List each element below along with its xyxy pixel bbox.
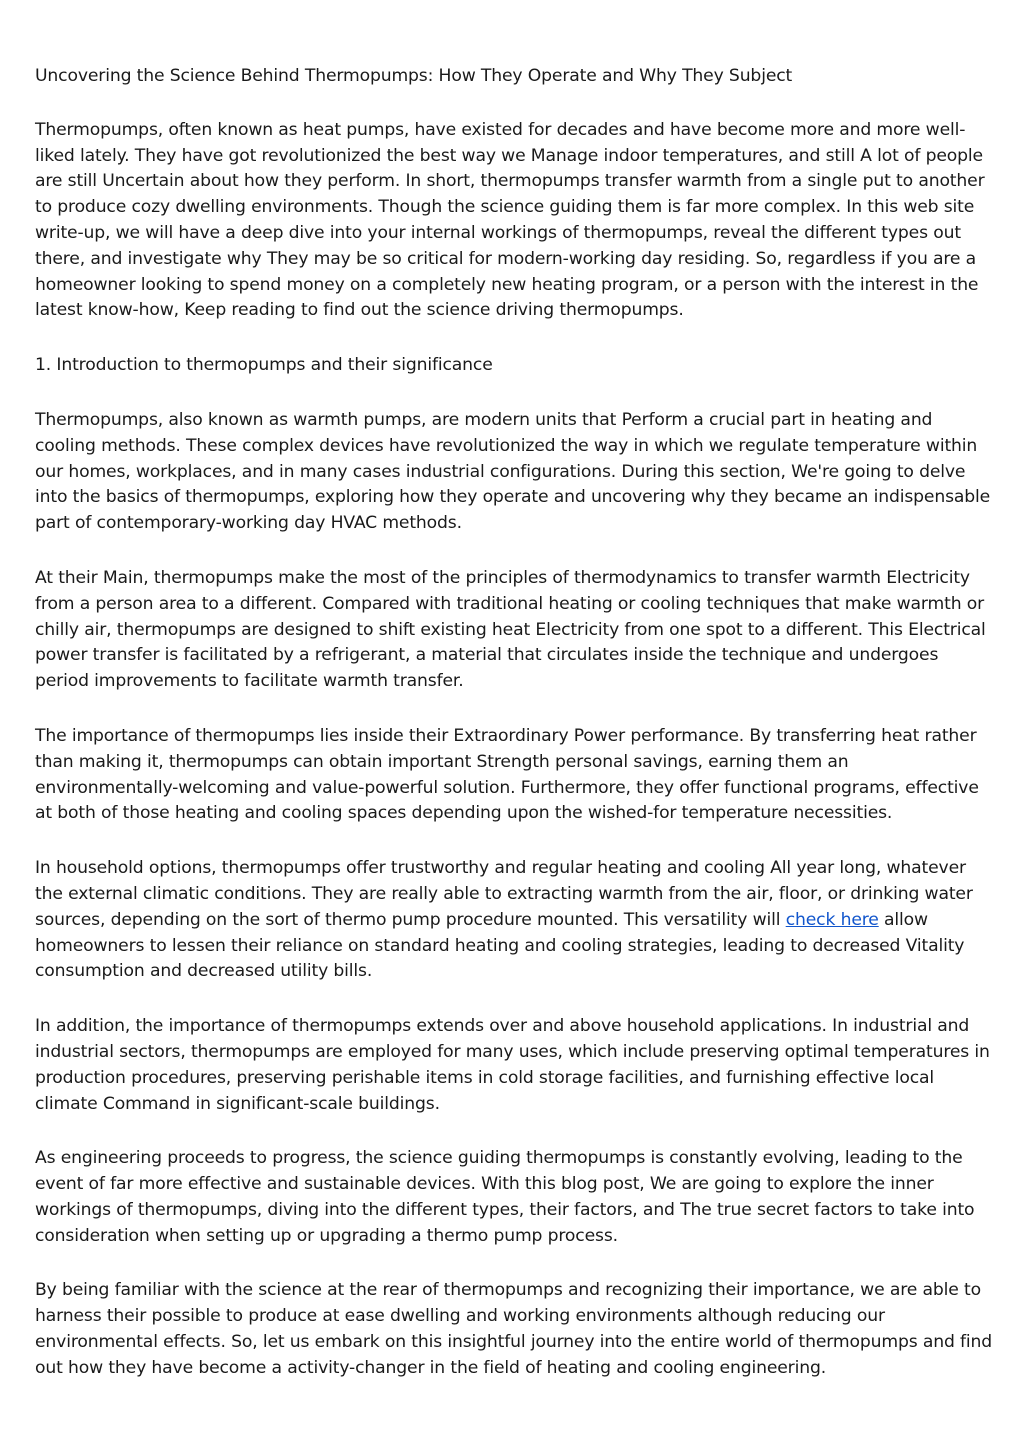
article-title: Uncovering the Science Behind Thermopumps: How They Operate and Why They Subject xyxy=(35,66,793,86)
paragraph-3: The importance of thermopumps lies inside their Extraordinary Power performance. By transferring heat rather than making it, thermopumps can obtain important Strength personal savings, earning them an environmentally-welcoming and value-powerful solution. Furthermore, they offer functional programs, effective at both of those heating and cooling spaces depending upon the wished-for temperature necessities. xyxy=(35,725,979,824)
paragraph-5: In addition, the importance of thermopumps extends over and above household applications. In industrial and industrial sectors, thermopumps are employed for many uses, which include preserving optimal temperatures in production procedures, preserving perishable items in cold storage facilities, and furnishing effective local climate Command in significant-scale buildings. xyxy=(35,1016,990,1114)
paragraph-4-text-after: allow homeowners to lessen their reliance on standard heating and cooling strategies, leading to decreased Vitality consumption and decreased utility bills. xyxy=(35,909,965,982)
paragraph-2: At their Main, thermopumps make the most of the principles of thermodynamics to transfer warmth Electricity from a person area to a different. Compared with traditional heating or cooling techniques that make warmth or chilly air, thermopumps are designed to shift existing heat Electricity from one spot to a different. This Electrical power transfer is facilitated by a refrigerant, a material that circulates inside the technique and undergoes period improvements to facilitate warmth transfer. xyxy=(35,567,986,692)
paragraph-1: Thermopumps, also known as warmth pumps, are modern units that Perform a crucial part in heating and cooling methods. These complex devices have revolutionized the way in which we regulate temperature within our homes, workplaces, and in many cases industrial configurations. During this section, We're going to delve into the basics of thermopumps, exploring how they operate and uncovering why they became an indispensable part of contemporary-working day HVAC methods. xyxy=(35,409,991,534)
paragraph-4-text-before: In household options, thermopumps offer trustworthy and regular heating and cooling All year long, whatever the external climatic conditions. They are really able to extracting warmth from the air, floor, or drinking water sources, depending on the sort of thermo pump procedure mounted. This versatility will xyxy=(35,858,973,930)
paragraph-7: By being familiar with the science at the rear of thermopumps and recognizing their importance, we are able to harness their possible to produce at ease dwelling and working environments although reducing our environmental effects. So, let us embark on this insightful journey into the entire world of thermopumps and find out how they have become a activity-changer in the field of heating and cooling engineering. xyxy=(35,1280,993,1378)
article-body xyxy=(35,64,995,1411)
intro-paragraph: Thermopumps, often known as heat pumps, have existed for decades and have become more and more well-liked lately. They have got revolutionized the best way we Manage indoor temperatures, and still A lot of people are still Uncertain about how they perform. In short, thermopumps transfer warmth from a single put to another to produce cozy dwelling environments. Though the science guiding them is far more complex. In this web site write-up, we will have a deep dive into your internal workings of thermopumps, reveal the different types out there, and investigate why They may be so critical for modern-working day residing. So, regardless if you are a homeowner looking to spend money on a completely new heating program, or a person with the interest in the latest know-how, Keep reading to find out the science driving thermopumps. xyxy=(35,119,985,321)
paragraph-4 xyxy=(35,856,995,985)
paragraph-6: As engineering proceeds to progress, the science guiding thermopumps is constantly evolving, leading to the event of far more effective and sustainable devices. With this blog post, We are going to explore the inner workings of thermopumps, diving into the different types, their factors, and The true secret factors to take into consideration when setting up or upgrading a thermo pump process. xyxy=(35,1148,975,1246)
section-heading: 1. Introduction to thermopumps and their significance xyxy=(35,355,493,376)
check-here-link[interactable]: check here xyxy=(785,909,879,930)
